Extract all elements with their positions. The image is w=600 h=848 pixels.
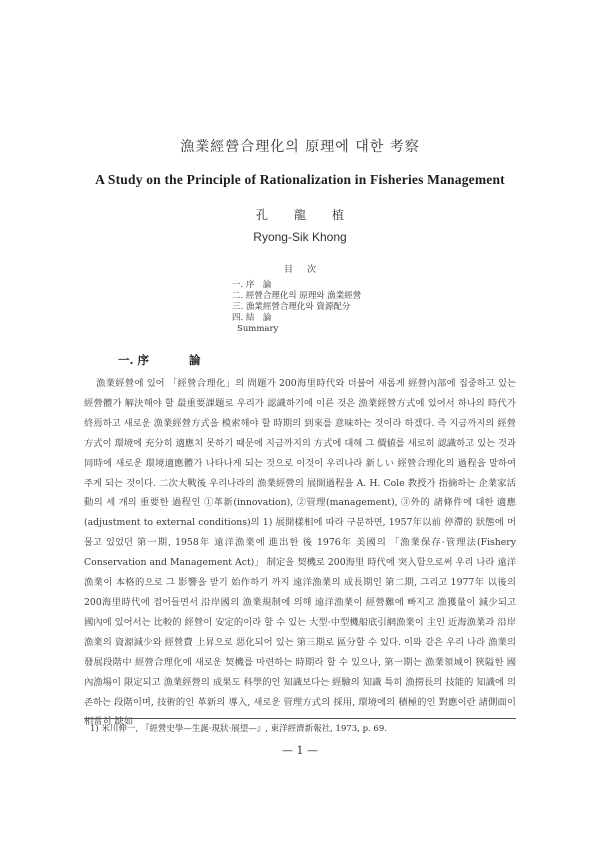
section-number: 一. 序 xyxy=(118,353,150,367)
toc-heading: 目次 xyxy=(283,265,330,275)
title-english: A Study on the Principle of Rationalization in Fisheries Management xyxy=(95,172,505,187)
section-heading xyxy=(118,352,201,368)
section-title: 論 xyxy=(189,353,201,367)
table-of-contents xyxy=(232,280,361,335)
toc-item: 三. 漁業經營合理化와 資源配分 xyxy=(232,302,351,312)
author-name-english: Ryong-Sik Khong xyxy=(253,230,347,244)
page-number: — 1 — xyxy=(282,744,318,757)
footnote: 1) 米川伸一, 『經營史學—生誕·現狀·展望—』, 東洋經濟新報社, 1973, p. 69. xyxy=(90,724,387,734)
toc-item: 四. 結 論 xyxy=(232,313,272,323)
body-text xyxy=(84,374,516,732)
footnote-divider xyxy=(84,718,516,719)
toc-item: 二. 經營合理化의 原理와 漁業經營 xyxy=(232,291,362,301)
toc-item: Summary xyxy=(237,324,279,334)
author-name-korean: 孔龍植 xyxy=(255,208,370,222)
title-korean: 漁業經營合理化의 原理에 대한 考察 xyxy=(180,139,420,155)
toc-item: 一. 序 論 xyxy=(232,280,272,290)
body-paragraph: 漁業經營에 있어 「經營合理化」의 問題가 200海里時代와 더불어 새롭게 經營內部에 집중하고 있는 經營體가 解決해야 할 最重要課題로 우리가 認識하기에 이른 것은 漁業經營方式에 있어서 하나의 時代가 終焉하고 새로운 漁業經營方式을 模索해야 할 時期의 到來를 意味하는 것이라 하겠다. 즉 지금까지의 經營方式이 環境에 充分히 適應치 못하기 때문에 지금까지의 方式에 대해 그 價値를 새로히 認識하고 있는 것과 同時에 새로운 環境適應體가 나타나게 되는 것으로 이것이 우리나라 新しい 經營合理化의 過程을 말하여 주게 되는 것이다. 二次大戰後 우리나라의 漁業經營의 展開過程을 A. H. Cole 教授가 指摘하는 企業家活動의 세 개의 重要한 過程인 ①革新(innovation), ②管理(management), ③外的 諸條件에 대한 適應(adjustment to external conditions)의 1) 展開樣相에 따라 구분하면, 1957年以前 停滯的 狀態에 머물고 있었던 第一期, 1958年 遠洋漁業에 進出한 後 1976年 美國의 「漁業保存·管理法(Fishery Conservation and Management Act)」 制定을 契機로 200海里 時代에 突入함으로써 우리 나라 遠洋漁業이 本格的으로 그 影響을 받기 始作하기 까지 遠洋漁業의 成長期인 第二期, 그리고 1977年 以後의 200海里時代에 접어들면서 沿岸國의 漁業規制에 의해 遠洋漁業이 經營難에 빠지고 漁獲量이 減少되고 國內에 있어서는 比較的 經營이 安定的이라 할 수 있는 大型·中型機船底引網漁業이 主인 近海漁業과 沿岸漁業의 資源減少와 經營費 上昇으로 惡化되어 있는 第三期로 區分할 수 있다. 이와 같은 우리 나라 漁業의 發展段階中 經營合理化에 새로운 契機를 마련하는 時期라 할 수 있으나, 第一期는 漁業領域이 狹隘한 國內漁場이 限定되고 漁業經營의 成果도 科學的인 知識보다는 經驗의 知識 특히 漁撈長의 技能的 知識에 의존하는 段階이며, 技術的인 革新의 導入, 새로운 管理方式의 採用, 環境에의 積極的인 對應이란 諸側面이 相當히 缺如 xyxy=(84,378,516,728)
